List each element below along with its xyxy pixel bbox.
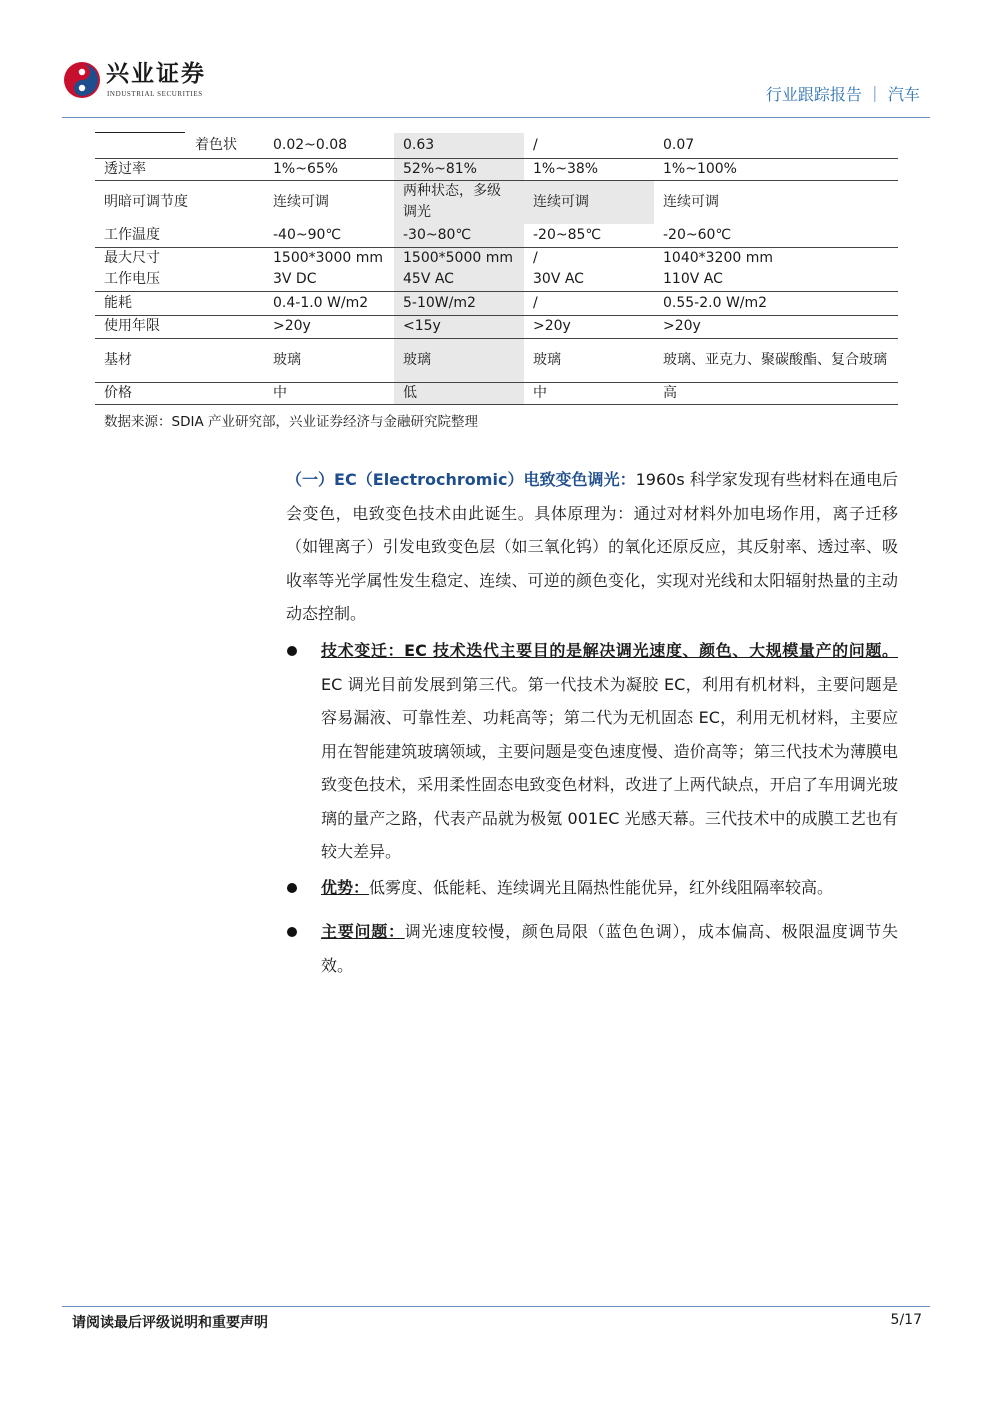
- table-cell: 连续可调: [654, 180, 898, 224]
- table-cell: -30~80℃: [394, 224, 524, 247]
- table-cell: 0.4-1.0 W/m2: [264, 291, 394, 315]
- bullet-text: EC 调光目前发展到第三代。第一代技术为凝胶 EC，利用有机材料，主要问题是容易漏液、可靠性差、功耗高等；第二代为无机固态 EC，利用无机材料，主要应用在智能建筑玻璃领域，主要问题是变色速度慢、造价高等；第三代技术为薄膜电致变色技术，采用柔性固态电致变色材料，改进了上两代缺点，开启了车用调光玻璃的量产之路，代表产品就为极氪 001EC 光感天幕。三代技术中的成膜工艺也有较大差异。: [321, 674, 898, 861]
- table-cell: 透过率: [104, 160, 146, 177]
- table-cell: 0.55-2.0 W/m2: [654, 291, 898, 315]
- section-heading: （一）EC（Electrochromic）电致变色调光：: [286, 470, 636, 489]
- header-divider: [62, 117, 930, 118]
- table-row: [95, 382, 898, 404]
- table-cell: 工作电压: [95, 269, 264, 291]
- table-cell: -40~90℃: [264, 224, 394, 247]
- bullet-icon: [287, 646, 297, 656]
- table-cell: 价格: [95, 382, 264, 404]
- table-cell: 高: [654, 382, 898, 404]
- bullet-heading: 优势：: [321, 878, 370, 897]
- bullet-item: [286, 915, 898, 982]
- table-cell: 110V AC: [654, 269, 898, 291]
- table-cell: /: [524, 291, 654, 315]
- table-cell: 玻璃: [264, 338, 394, 382]
- logo-mark-icon: [62, 60, 102, 100]
- table-cell: 明暗可调节度: [95, 180, 264, 224]
- bullet-heading: 主要问题：: [321, 922, 405, 941]
- table-cell: 中: [264, 382, 394, 404]
- company-name-en: INDUSTRIAL SECURITIES: [107, 90, 203, 98]
- company-logo: [62, 58, 232, 104]
- bullet-icon: [287, 883, 297, 893]
- bullet-text: 低雾度、低能耗、连续调光且隔热性能优异，红外线阻隔率较高。: [369, 878, 834, 897]
- table-cell: 30V AC: [524, 269, 654, 291]
- table-row: [95, 180, 898, 224]
- table-cell: 1%~65%: [273, 160, 339, 177]
- footer-divider: [62, 1306, 930, 1307]
- table-cell: 能耗: [95, 291, 264, 315]
- bullet-item: [286, 871, 898, 905]
- table-cell: 着色状: [95, 133, 264, 158]
- bullet-item: [286, 634, 898, 869]
- table-cell: /: [524, 133, 654, 158]
- table-row: [95, 291, 898, 315]
- table-cell: 基材: [95, 338, 264, 382]
- table-row: [95, 315, 898, 338]
- table-cell: 5-10W/m2: [394, 291, 524, 315]
- table-cell: 1040*3200 mm: [663, 249, 773, 266]
- section-paragraph: [286, 463, 898, 631]
- table-cell: <15y: [394, 315, 524, 338]
- table-cell: 0.07: [654, 133, 898, 158]
- bullet-heading: 技术变迁：EC 技术迭代主要目的是解决调光速度、颜色、大规模量产的问题。: [321, 641, 898, 660]
- table-row: [95, 133, 898, 158]
- bullet-icon: [287, 927, 297, 937]
- table-cell: -20~85℃: [524, 224, 654, 247]
- table-cell: >20y: [264, 315, 394, 338]
- table-cell: 最大尺寸: [104, 249, 160, 266]
- table-cell: 低: [394, 382, 524, 404]
- table-cell: 玻璃、亚克力、聚碳酸酯、复合玻璃: [654, 338, 898, 382]
- table-cell: >20y: [524, 315, 654, 338]
- table-cell: 玻璃: [394, 338, 524, 382]
- table-source-note: 数据来源：SDIA 产业研究部，兴业证券经济与金融研究院整理: [104, 414, 478, 430]
- table-cell: /: [533, 249, 538, 266]
- table-cell: 1500*3000 mm: [273, 249, 383, 266]
- table-cell: 玻璃: [524, 338, 654, 382]
- table-cell: 1%~100%: [663, 160, 737, 177]
- table-row: [95, 338, 898, 382]
- table-cell: 工作温度: [95, 224, 264, 247]
- table-cell: 连续可调: [264, 180, 394, 224]
- table-cell: 52%~81%: [394, 158, 524, 180]
- table-cell: -20~60℃: [654, 224, 898, 247]
- table-cell: 0.63: [394, 133, 524, 158]
- report-type: 行业跟踪报告 ｜ 汽车: [765, 85, 920, 104]
- table-cell: 连续可调: [524, 180, 654, 224]
- paragraph-text: 1960s 科学家发现有些材料在通电后会变色，电致变色技术由此诞生。具体原理为：通过对材料外加电场作用，离子迁移（如锂离子）引发电致变色层（如三氧化钨）的氧化还原反应，其反射率、透过率、吸收率等光学属性发生稳定、连续、可逆的颜色变化，实现对光线和太阳辐射热量的主动动态控制。: [286, 470, 898, 623]
- table-cell: 两种状态，多级调光: [394, 180, 524, 224]
- table-row: [95, 224, 898, 247]
- table-cell: >20y: [654, 315, 898, 338]
- table-cell: 1%~38%: [533, 160, 599, 177]
- page-number: 5/17: [890, 1312, 922, 1328]
- company-name-cn: 兴业证券: [106, 60, 206, 87]
- table-cell: 45V AC: [394, 269, 524, 291]
- table-cell: 使用年限: [95, 315, 264, 338]
- table-row: [95, 247, 898, 269]
- table-row: [95, 158, 898, 180]
- table-cell: 3V DC: [264, 269, 394, 291]
- spec-table: [95, 133, 898, 405]
- table-row: [95, 269, 898, 291]
- table-cell: 1500*5000 mm: [394, 247, 524, 269]
- bullet-text: 调光速度较慢，颜色局限（蓝色色调），成本偏高、极限温度调节失效。: [321, 922, 898, 975]
- footer-disclaimer: 请阅读最后评级说明和重要声明: [72, 1315, 268, 1331]
- table-cell: 0.02~0.08: [264, 133, 394, 158]
- table-cell: 中: [524, 382, 654, 404]
